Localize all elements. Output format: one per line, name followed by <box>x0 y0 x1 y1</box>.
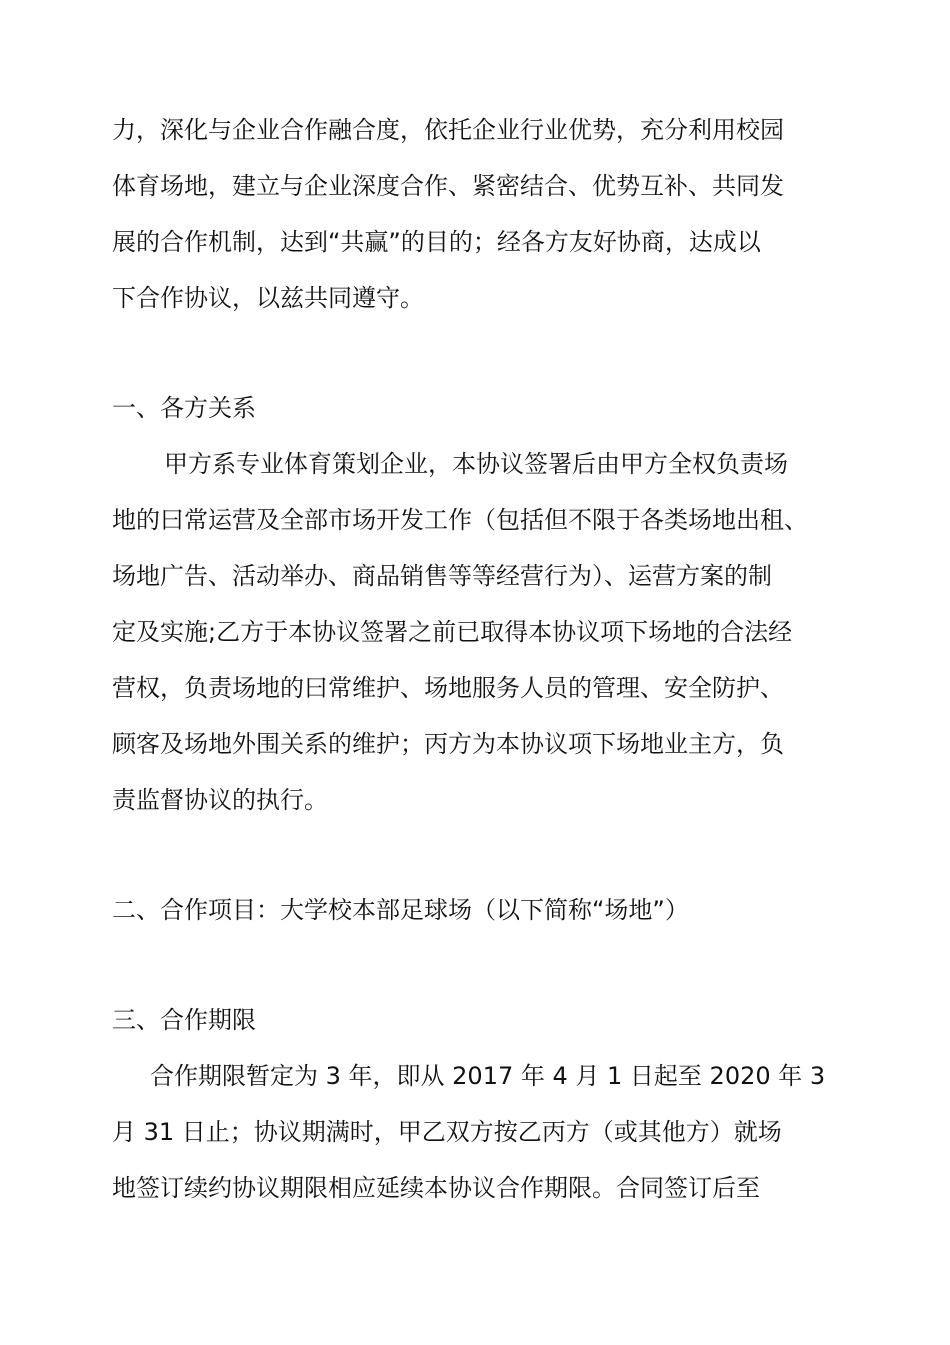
intro-line: 体育场地，建立与企业深度合作、紧密结合、优势互补、共同发 <box>112 172 784 200</box>
paragraph-line: 责监督协议的执行。 <box>112 786 328 814</box>
section-heading-project: 二、合作项目：大学校本部足球场（以下简称“场地”） <box>112 896 689 924</box>
paragraph-line: 甲方系专业体育策划企业，本协议签署后由甲方全权负责场 <box>164 450 788 478</box>
paragraph-line: 月 31 日止；协议期满时，甲乙双方按乙丙方（或其他方）就场 <box>112 1118 782 1146</box>
intro-line: 下合作协议，以兹共同遵守。 <box>112 284 424 312</box>
intro-line: 展的合作机制，达到“共赢”的目的；经各方友好协商，达成以 <box>112 228 761 256</box>
paragraph-line: 场地广告、活动举办、商品销售等等经营行为）、运营方案的制 <box>112 562 772 590</box>
section-heading-relations: 一、各方关系 <box>112 394 256 422</box>
intro-line: 力，深化与企业合作融合度，依托企业行业优势，充分利用校园 <box>112 116 784 144</box>
section-heading-term: 三、合作期限 <box>112 1006 256 1034</box>
paragraph-line: 地的曰常运营及全部市场开发工作（包括但不限于各类场地出租、 <box>112 506 808 534</box>
paragraph-line: 营权，负责场地的曰常维护、场地服务人员的管理、安全防护、 <box>112 674 784 702</box>
paragraph-line: 定及实施;乙方于本协议签署之前已取得本协议项下场地的合法经 <box>112 618 793 646</box>
paragraph-line: 顾客及场地外围关系的维护；丙方为本协议项下场地业主方，负 <box>112 730 784 758</box>
paragraph-line: 合作期限暂定为 3 年，即从 2017 年 4 月 1 日起至 2020 年 3 <box>150 1062 826 1090</box>
paragraph-line: 地签订续约协议期限相应延续本协议合作期限。合同签订后至 <box>112 1174 760 1202</box>
